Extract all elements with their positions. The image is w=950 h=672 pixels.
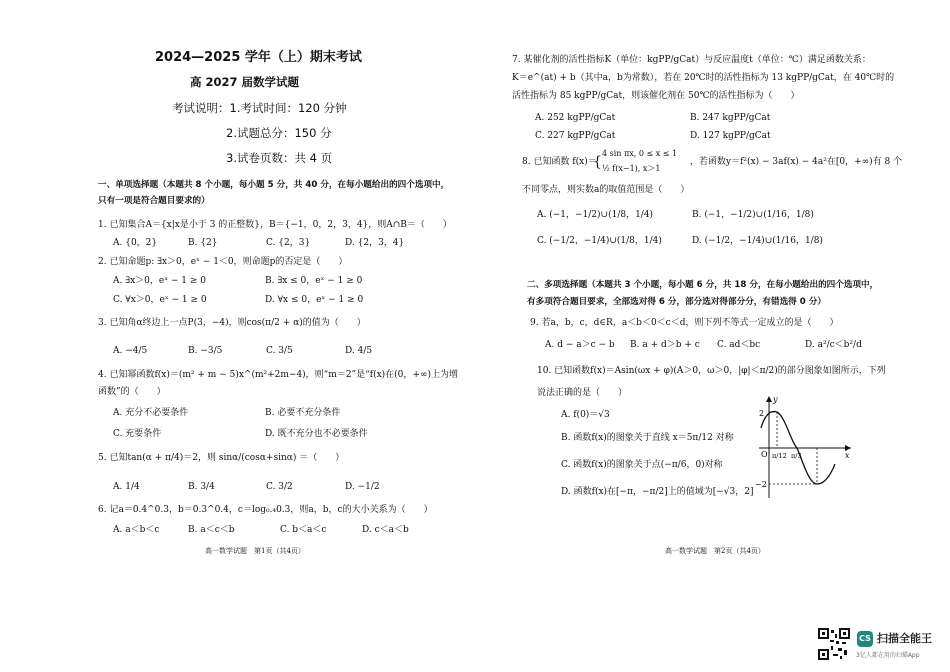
graph-label-tick2: π/3 [791, 452, 802, 460]
q5-option-c: C. 3/2 [266, 482, 293, 492]
exam-note-time: 考试说明：1.考试时间：120 分钟 [172, 101, 347, 115]
q9-option-a: A. d − a＞c − b [545, 340, 615, 350]
q2-stem: 2. 已知命题p: ∃x＞0，eˣ − 1＜0，则命题p的否定是（ ） [98, 257, 348, 267]
q4-stem: 4. 已知幂函数f(x)＝(m² + m − 5)x^(m²+2m−4)，则“m＝2”是“f(x)在(0，+∞)上为增 [98, 370, 458, 380]
q6-option-b: B. a＜c＜b [188, 525, 235, 535]
q4-option-c: C. 充要条件 [113, 429, 162, 439]
section1-heading: 一、单项选择题（本题共 8 个小题，每小题 5 分，共 40 分，在每小题给出的四个选项中， [98, 180, 450, 190]
q7-option-d: D. 127 kgPP/gCat [690, 131, 771, 141]
q10-option-d: D. 函数f(x)在[−π，−π/2]上的值域为[−√3，2] [561, 487, 754, 497]
camscanner-logo-icon: CS [857, 631, 873, 647]
q9-option-c: C. ad＜bc [717, 340, 761, 350]
q3-option-b: B. −3/5 [188, 346, 223, 356]
q8-stem: 8. 已知函数 f(x)＝ [522, 157, 597, 167]
section2-heading: 二、多项选择题（本题共 3 个小题，每小题 6 分，共 18 分，在每小题给出的四个选项中， [527, 280, 879, 290]
exam-note-pages: 3.试卷页数：共 4 页 [226, 151, 333, 165]
q7-option-b: B. 247 kgPP/gCat [690, 113, 771, 123]
section1-heading-2: 只有一项是符合题目要求的） [98, 196, 210, 206]
q7-option-c: C. 227 kgPP/gCat [535, 131, 616, 141]
graph-label-x-axis: x [845, 451, 850, 460]
q9-option-b: B. a + d＞b + c [630, 340, 700, 350]
exam-note-score: 2.试题总分：150 分 [226, 126, 332, 140]
q1-option-a: A. {0，2} [113, 238, 158, 248]
q8-case-2: ½ f(x−1), x＞1 [602, 164, 661, 173]
q5-option-a: A. 1/4 [113, 482, 140, 492]
graph-label-y-axis: y [773, 395, 778, 404]
q2-option-b: B. ∃x ≤ 0，eˣ − 1 ≥ 0 [265, 276, 363, 286]
q9-option-d: D. a²/c＜b²/d [805, 340, 862, 350]
q1-option-b: B. {2} [188, 238, 218, 248]
q8-option-c: C. (−1/2，−1/4)∪(1/8，1/4) [537, 236, 662, 246]
q10-option-b: B. 函数f(x)的图象关于直线 x＝5π/12 对称 [561, 433, 734, 443]
q2-option-c: C. ∀x＞0，eˣ − 1 ≥ 0 [113, 295, 207, 305]
q5-option-b: B. 3/4 [188, 482, 215, 492]
q4-option-d: D. 既不充分也不必要条件 [265, 429, 368, 439]
q4-stem-2: 函数”的（ ） [98, 387, 166, 397]
q8-option-d: D. (−1/2，−1/4)∪(1/16，1/8) [692, 236, 823, 246]
q5-option-d: D. −1/2 [345, 482, 380, 492]
exam-subtitle: 高 2027 届数学试题 [190, 75, 300, 89]
q3-option-d: D. 4/5 [345, 346, 373, 356]
q8-case-1: 4 sin πx, 0 ≤ x ≤ 1 [602, 149, 678, 158]
q8-option-a: A. (−1，−1/2)∪(1/8，1/4) [537, 210, 654, 220]
q9-stem: 9. 若a，b，c，d∈R，a＜b＜0＜c＜d，则下列不等式一定成立的是（ ） [530, 318, 839, 328]
q1-stem: 1. 已知集合A＝{x|x是小于 3 的正整数}，B＝{−1，0，2，3，4}，则A∩B＝（ ） [98, 220, 452, 230]
graph-label-tick1: π/12 [772, 452, 787, 460]
right-page-footer: 高一数学试题 第2页（共4页） [665, 547, 765, 555]
q2-option-a: A. ∃x＞0，eˣ − 1 ≥ 0 [113, 276, 207, 286]
q2-option-d: D. ∀x ≤ 0，eˣ − 1 ≥ 0 [265, 295, 364, 305]
q7-stem-3: 活性指标为 85 kgPP/gCat，则该催化剂在 50℃的活性指标为（ ） [512, 91, 800, 101]
q5-stem: 5. 已知tan(α + π/4)＝2，则 sinα/(cosα+sinα) ＝（ ） [98, 453, 345, 463]
watermark-tagline: 3亿人都在用的扫描App [856, 652, 920, 659]
graph-label-y-min: −2 [755, 480, 767, 489]
qr-code-icon [818, 628, 850, 660]
q1-option-c: C. {2，3} [266, 238, 311, 248]
right-page [475, 0, 950, 672]
q3-option-c: C. 3/5 [266, 346, 293, 356]
graph-y-arrow [766, 396, 772, 402]
q8-brace: { [593, 154, 602, 170]
q10-option-c: C. 函数f(x)的图象关于点(−π/6，0)对称 [561, 460, 723, 470]
left-page-footer: 高一数学试题 第1页（共4页） [205, 547, 305, 555]
q6-option-d: D. c＜a＜b [362, 525, 409, 535]
q3-option-a: A. −4/5 [113, 346, 148, 356]
q6-option-a: A. a＜b＜c [113, 525, 160, 535]
q8-stem-tail: ，若函数y＝f²(x) − 3af(x) − 4a²在[0，+∞)有 8 个 [690, 157, 903, 167]
q10-option-a: A. f(0)＝√3 [561, 410, 610, 420]
graph-label-origin: O [761, 450, 768, 459]
q6-stem: 6. 记a＝0.4^0.3，b＝0.3^0.4，c＝log₀.₄0.3，则a，b，c的大小关系为（ ） [98, 505, 433, 515]
q10-stem: 10. 已知函数f(x)＝Asin(ωx + φ)(A＞0，ω＞0，|φ|＜π/2)的部分图象如图所示，下列 [537, 366, 886, 376]
section2-heading-2: 有多项符合题目要求，全部选对得 6 分，部分选对得部分分，有错选得 0 分） [527, 297, 826, 307]
q7-stem-2: K＝e^(at) + b（其中a，b为常数），若在 20℃时的活性指标为 13 kgPP/gCat，在 40℃时的 [512, 73, 895, 83]
q1-option-d: D. {2，3，4} [345, 238, 405, 248]
q8-option-b: B. (−1，−1/2)∪(1/16，1/8) [692, 210, 814, 220]
graph-label-y-max: 2 [759, 409, 765, 418]
watermark-app-name: 扫描全能王 [877, 632, 932, 645]
exam-title: 2024—2025 学年（上）期末考试 [155, 50, 362, 65]
q4-option-a: A. 充分不必要条件 [113, 408, 189, 418]
q8-stem-2: 不同零点，则实数a的取值范围是（ ） [522, 185, 690, 195]
q3-stem: 3. 已知角α终边上一点P(3，−4)，则cos(π/2 + α)的值为（ ） [98, 318, 366, 328]
q10-sine-graph [755, 392, 855, 502]
q4-option-b: B. 必要不充分条件 [265, 408, 341, 418]
q7-stem: 7. 某催化剂的活性指标K（单位：kgPP/gCat）与反应温度t（单位：℃）满足函数关系： [512, 55, 871, 65]
q7-option-a: A. 252 kgPP/gCat [535, 113, 616, 123]
q6-option-c: C. b＜a＜c [280, 525, 327, 535]
q10-stem-2: 说法正确的是（ ） [537, 388, 628, 398]
